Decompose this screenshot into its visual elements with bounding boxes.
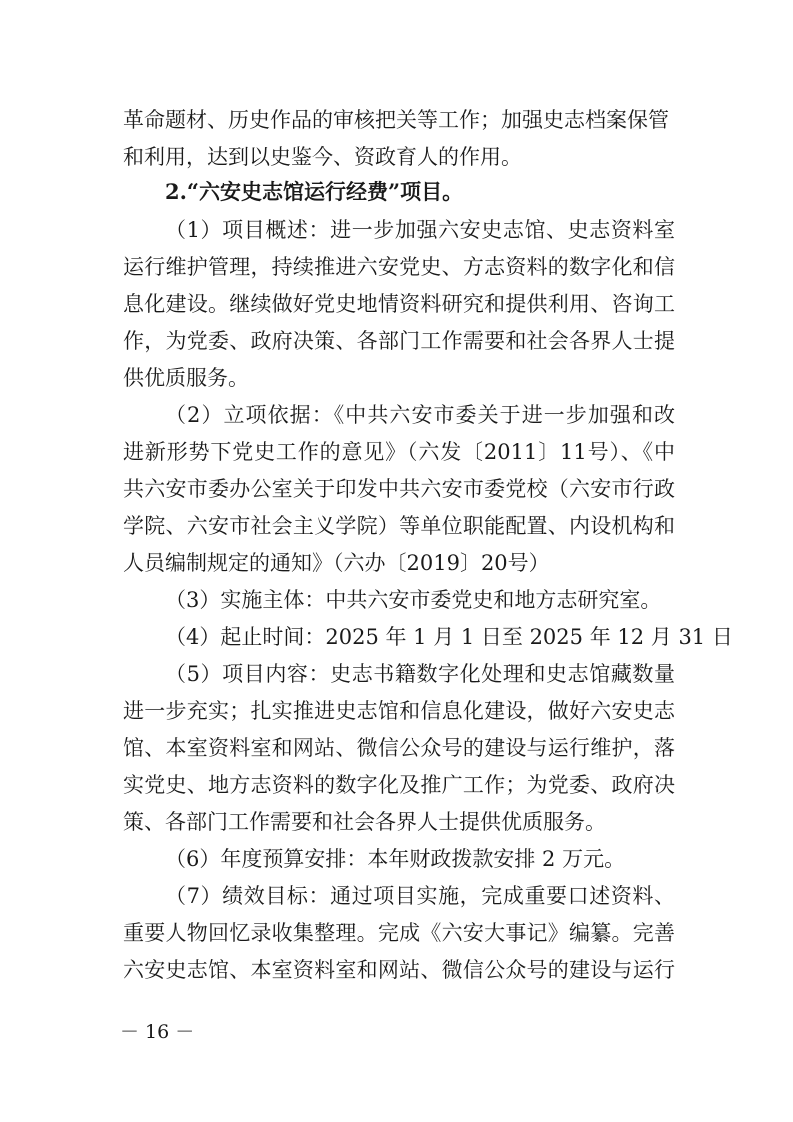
paragraph-line: （6）年度预算安排：本年财政拨款安排 2 万元。 bbox=[165, 847, 626, 871]
paragraph-line: （1）项目概述：进一步加强六安史志馆、史志资料室 bbox=[165, 218, 675, 242]
paragraph-line: 作，为党委、政府决策、各部门工作需要和社会各界人士提 bbox=[123, 329, 675, 353]
paragraph-line: 学院、六安市社会主义学院）等单位职能配置、内设机构和 bbox=[123, 514, 675, 538]
paragraph-line: 实党史、地方志资料的数字化及推广工作；为党委、政府决 bbox=[123, 773, 675, 797]
paragraph-line: 息化建设。继续做好党史地情资料研究和提供利用、咨询工 bbox=[123, 292, 675, 316]
paragraph-line: （4）起止时间：2025 年 1 月 1 日至 2025 年 12 月 31 日 bbox=[165, 625, 733, 649]
paragraph-line: 运行维护管理，持续推进六安党史、方志资料的数字化和信 bbox=[123, 255, 675, 279]
paragraph-line: （2）立项依据：《中共六安市委关于进一步加强和改 bbox=[165, 403, 675, 427]
paragraph-line: 策、各部门工作需要和社会各界人士提供优质服务。 bbox=[123, 810, 606, 834]
paragraph-line: 六安史志馆、本室资料室和网站、微信公众号的建设与运行 bbox=[123, 958, 675, 982]
paragraph-line: （3）实施主体：中共六安市委党史和地方志研究室。 bbox=[165, 588, 662, 612]
paragraph-line: 革命题材、历史作品的审核把关等工作；加强史志档案保管 bbox=[123, 108, 669, 132]
paragraph-line: 馆、本室资料室和网站、微信公众号的建设与运行维护，落 bbox=[123, 736, 675, 760]
paragraph-line: 重要人物回忆录收集整理。完成《六安大事记》编纂。完善 bbox=[123, 921, 675, 945]
paragraph-line: 供优质服务。 bbox=[123, 366, 249, 390]
section-heading: 2.“六安史志馆运行经费”项目。 bbox=[165, 179, 464, 204]
paragraph-line: （7）绩效目标：通过项目实施，完成重要口述资料、 bbox=[165, 884, 675, 908]
page-number: － 16 － bbox=[120, 1021, 195, 1043]
paragraph-line: 和利用，达到以史鉴今、资政育人的作用。 bbox=[123, 145, 522, 169]
paragraph-line: 进新形势下党史工作的意见》（六发〔2011〕11号）、《中 bbox=[123, 440, 675, 464]
paragraph-line: 共六安市委办公室关于印发中共六安市委党校（六安市行政 bbox=[123, 477, 675, 501]
paragraph-line: 进一步充实；扎实推进史志馆和信息化建设，做好六安史志 bbox=[123, 699, 675, 723]
paragraph-line: （5）项目内容：史志书籍数字化处理和史志馆藏数量 bbox=[165, 662, 675, 686]
paragraph-line: 人员编制规定的通知》（六办〔2019〕20号） bbox=[123, 551, 550, 575]
